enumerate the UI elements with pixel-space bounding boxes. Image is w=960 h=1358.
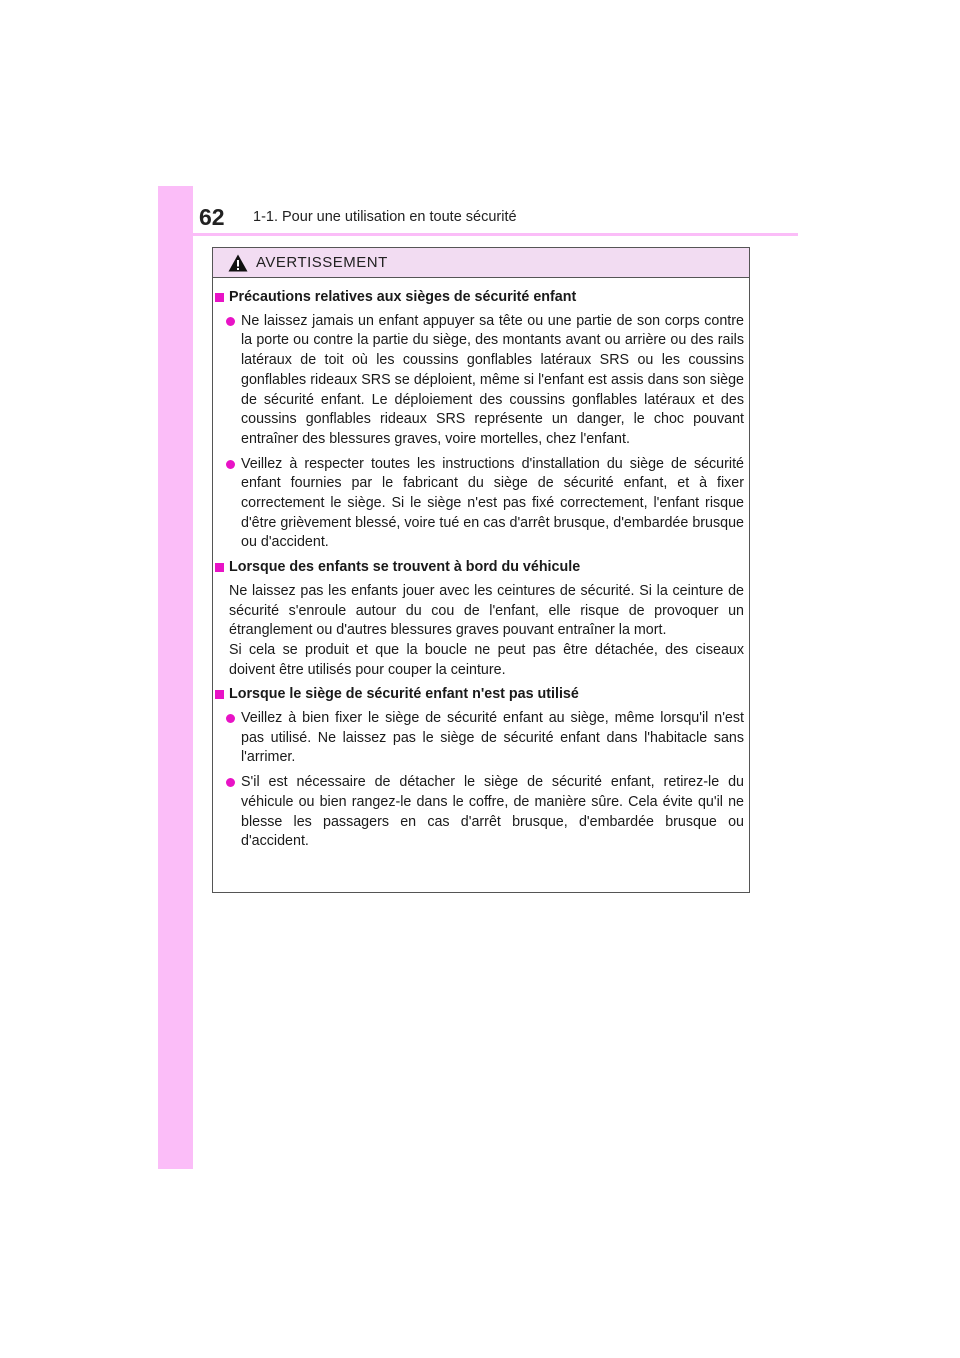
bullet-dot-icon [226, 778, 235, 787]
section-heading: Précautions relatives aux sièges de sécurité enfant [214, 288, 744, 308]
warning-content [214, 288, 744, 857]
page-header [199, 202, 517, 232]
bullet-dot-icon [226, 714, 235, 723]
page-number: 62 [199, 203, 225, 230]
paragraph-block [214, 582, 744, 681]
section-heading: Lorsque le siège de sécurité enfant n'est pas utilisé [214, 685, 744, 705]
paragraph: Si cela se produit et que la boucle ne peut pas être détachée, des ciseaux doivent être utilisés pour couper la ceinture. [229, 641, 744, 678]
header-rule [193, 233, 798, 236]
bullet-item: Ne laissez jamais un enfant appuyer sa tête ou une partie de son corps contre la porte ou contre la partie du siège, des montants avant ou arrière ou des rails latéraux de toit où les coussins gonflables latéraux SRS ou les coussins gonflables rideaux SRS se déploient, même si l'enfant est assis dans son siège de sécurité enfant. Le déploiement des coussins gonflables latéraux et des coussins gonflables rideaux SRS représente un danger, le choc pouvant entraîner des blessures graves, voire mortelles, chez l'enfant. [214, 312, 744, 450]
section-title: 1-1. Pour une utilisation en toute sécurité [253, 209, 517, 225]
heading-square-icon [215, 690, 224, 699]
heading-square-icon [215, 563, 224, 572]
section-heading: Lorsque des enfants se trouvent à bord du véhicule [214, 558, 744, 578]
warning-triangle-icon [228, 254, 248, 272]
chapter-tab-bar [158, 186, 193, 1169]
bullet-item: S'il est nécessaire de détacher le siège de sécurité enfant, retirez-le du véhicule ou bien rangez-le dans le coffre, de manière sûre. Cela évite qu'il ne blesse les passagers en cas d'arrêt brusque, d'embardée brusque ou d'accident. [214, 773, 744, 852]
warning-title: AVERTISSEMENT [256, 254, 388, 271]
heading-square-icon [215, 293, 224, 302]
paragraph: Ne laissez pas les enfants jouer avec les ceintures de sécurité. Si la ceinture de sécurité s'enroule autour du cou de l'enfant, elle risque de provoquer un étranglement ou d'autres blessures graves pouvant entraîner la mort. [229, 582, 744, 639]
bullet-dot-icon [226, 460, 235, 469]
bullet-item: Veillez à respecter toutes les instructions d'installation du siège de sécurité enfant fournies par le fabricant du siège de sécurité enfant, et à fixer correctement le siège. Si le siège n'est pas fixé correctement, l'enfant risque d'être grièvement blessé, voire tué en cas d'arrêt brusque, d'embardée brusque ou d'accident. [214, 455, 744, 554]
bullet-item: Veillez à bien fixer le siège de sécurité enfant au siège, même lorsqu'il n'est pas utilisé. Ne laissez pas le siège de sécurité enfant dans l'habitacle sans l'arrimer. [214, 709, 744, 768]
warning-header [213, 248, 749, 278]
bullet-dot-icon [226, 317, 235, 326]
